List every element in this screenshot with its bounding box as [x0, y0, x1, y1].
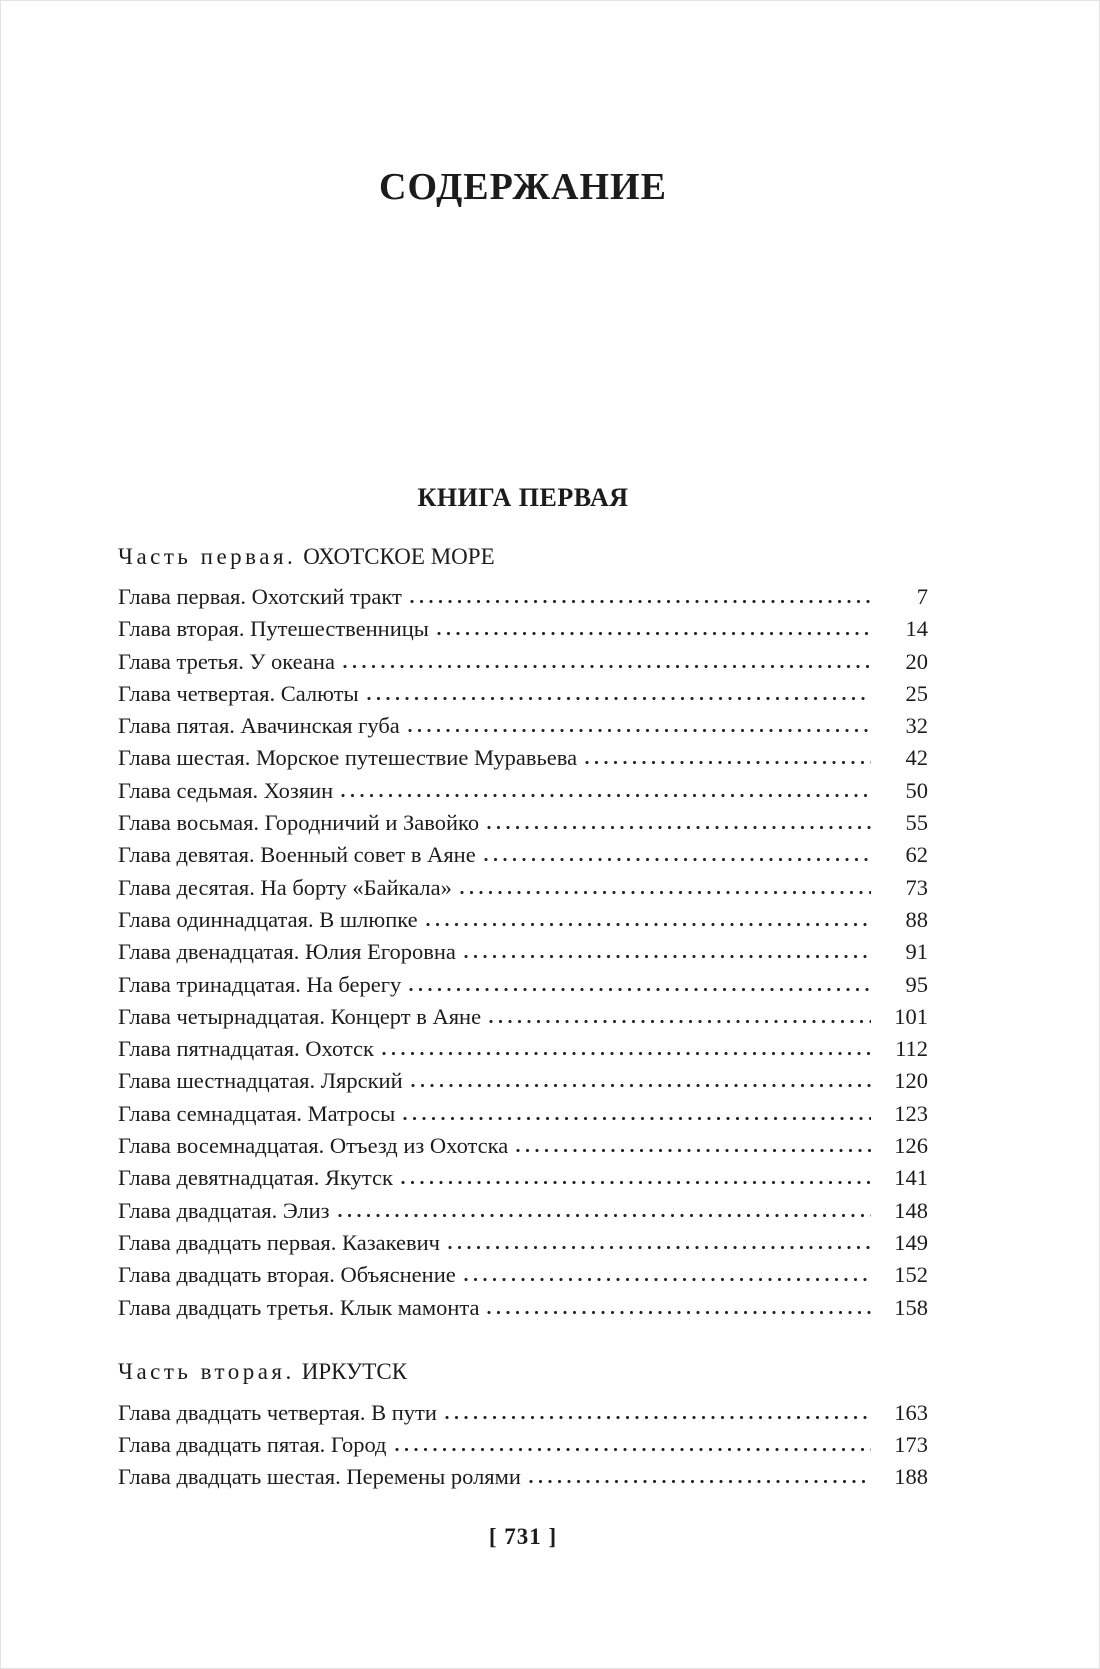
- toc-entry-title: Глава двадцать третья. Клык мамонта: [118, 1294, 480, 1320]
- toc-entry-page: 141: [894, 1165, 928, 1191]
- dot-leader: [338, 1213, 871, 1218]
- toc-entry-title: Глава четвертая. Салюты: [118, 680, 359, 706]
- toc-entry-row: [118, 678, 928, 710]
- toc-entry-row: [118, 1227, 928, 1259]
- part-heading: [118, 541, 928, 573]
- toc-section: [118, 541, 928, 1324]
- toc-entry-row: [118, 1098, 928, 1130]
- book-heading: КНИГА ПЕРВАЯ: [417, 483, 629, 512]
- dot-leader: [516, 1148, 871, 1153]
- toc-entry-page: 62: [905, 842, 928, 868]
- toc-entry-title: Глава первая. Охотский тракт: [118, 584, 402, 609]
- dot-leader: [489, 1019, 871, 1024]
- toc-entry-page: 120: [894, 1068, 928, 1094]
- page-title: СОДЕРЖАНИЕ: [379, 166, 667, 208]
- dot-leader: [445, 1415, 871, 1420]
- dot-leader: [448, 1245, 871, 1250]
- toc-entry-row: [118, 613, 928, 645]
- dot-leader: [410, 599, 871, 604]
- part-heading: [118, 1356, 928, 1388]
- toc-entry-page: 88: [905, 906, 928, 932]
- toc-entry-page: 101: [894, 1003, 928, 1029]
- page-number-footer: [ 731 ]: [488, 1524, 558, 1549]
- toc-entry-row: [118, 1195, 928, 1227]
- toc-entry-title: Глава двадцать первая. Казакевич: [118, 1229, 440, 1255]
- toc-entry-row: [118, 839, 928, 871]
- toc-entry-page: 42: [905, 745, 928, 771]
- toc-entry-title: Глава двенадцатая. Юлия Егоровна: [118, 939, 456, 965]
- toc-entry-row: [118, 710, 928, 742]
- toc-entry-title: Глава двадцать шестая. Перемены ролями: [118, 1464, 521, 1490]
- toc-entry-page: 188: [894, 1464, 928, 1490]
- toc-entry-title: Глава восьмая. Городничий и Завойко: [118, 810, 480, 836]
- toc-entry-title: Глава девятая. Военный совет в Аяне: [118, 842, 476, 868]
- dot-leader: [395, 1447, 871, 1452]
- toc-entry-row: [118, 1130, 928, 1162]
- dot-leader: [585, 760, 871, 765]
- toc-entry-page: 20: [905, 648, 928, 674]
- toc-entry-row: [118, 969, 928, 1001]
- toc-entry-page: 126: [894, 1133, 928, 1159]
- dot-leader: [487, 1310, 871, 1315]
- toc-entry-title: Глава пятнадцатая. Охотск: [118, 1036, 374, 1062]
- toc-entry-page: 173: [894, 1432, 928, 1458]
- dot-leader: [426, 922, 871, 927]
- toc-entry-row: [118, 1259, 928, 1291]
- toc-entry-title: Глава пятая. Авачинская губа: [118, 713, 400, 739]
- toc-entry-title: Глава восемнадцатая. Отъезд из Охотска: [118, 1133, 509, 1159]
- toc-entry-page: 148: [894, 1197, 928, 1223]
- toc-entry-row: [118, 1033, 928, 1065]
- dot-leader: [341, 793, 871, 798]
- dot-leader: [484, 857, 871, 862]
- toc-entry-page: 123: [894, 1100, 928, 1126]
- toc-entry-page: 149: [894, 1229, 928, 1255]
- toc-entry-row: [118, 1065, 928, 1097]
- toc-entry-page: 25: [905, 680, 928, 706]
- toc-entry-page: 112: [895, 1036, 928, 1062]
- toc-entry-row: [118, 1292, 928, 1324]
- toc-entry-page: 7: [916, 584, 928, 609]
- dot-leader: [437, 631, 871, 636]
- dot-leader: [367, 696, 871, 701]
- toc-entry-page: 50: [905, 777, 928, 803]
- dot-leader: [401, 1180, 871, 1185]
- toc-entry-page: 73: [905, 874, 928, 900]
- toc-entry-row: [118, 742, 928, 774]
- toc-entry-title: Глава двадцать четвертая. В пути: [118, 1399, 437, 1425]
- toc-entry-page: 152: [894, 1262, 928, 1288]
- toc-entry-title: Глава двадцать пятая. Город: [118, 1432, 387, 1458]
- toc-entry-row: [118, 1461, 928, 1493]
- toc-entry-title: Глава двадцать вторая. Объяснение: [118, 1262, 456, 1288]
- toc-entry-title: Глава девятнадцатая. Якутск: [118, 1165, 393, 1191]
- dot-leader: [408, 728, 871, 733]
- dot-leader: [411, 1083, 871, 1088]
- part-title: ОХОТСКОЕ МОРЕ: [303, 544, 495, 569]
- toc-entry-row: [118, 904, 928, 936]
- toc-entry-row: [118, 1001, 928, 1033]
- toc-entry-page: 55: [905, 810, 928, 836]
- toc-entry-title: Глава третья. У океана: [118, 648, 335, 674]
- toc-entry-row: [118, 936, 928, 968]
- toc-entry-title: Глава тринадцатая. На берегу: [118, 971, 402, 997]
- toc-entry-page: 91: [905, 939, 928, 965]
- toc-entry-title: Глава шестая. Морское путешествие Муравьева: [118, 745, 578, 771]
- dot-leader: [382, 1051, 871, 1056]
- toc-entry-row: [118, 1397, 928, 1429]
- dot-leader: [343, 664, 871, 669]
- toc-entry-page: 32: [905, 713, 928, 739]
- toc-entry-row: [118, 775, 928, 807]
- toc-entry-page: 95: [905, 971, 928, 997]
- toc-entry-row: [118, 807, 928, 839]
- toc-entry-title: Глава четырнадцатая. Концерт в Аяне: [118, 1003, 482, 1029]
- toc-entry-page: 158: [894, 1294, 928, 1320]
- toc-entry-page: 163: [894, 1399, 928, 1425]
- part-title: ИРКУТСК: [301, 1358, 408, 1384]
- toc-entry-title: Глава десятая. На борту «Байкала»: [118, 874, 452, 900]
- table-of-contents: [118, 541, 928, 1494]
- dot-leader: [403, 1116, 871, 1121]
- toc-entry-title: Глава двадцатая. Элиз: [118, 1197, 330, 1223]
- dot-leader: [464, 1277, 871, 1282]
- part-label: Часть вторая.: [118, 1358, 295, 1384]
- toc-entry-row: [118, 1162, 928, 1194]
- toc-entry-page: 14: [905, 616, 928, 642]
- dot-leader: [460, 890, 871, 895]
- toc-entries: [118, 581, 928, 1324]
- dot-leader: [529, 1479, 871, 1484]
- part-label: Часть первая.: [118, 544, 297, 569]
- toc-entry-row: [118, 1429, 928, 1461]
- toc-entry-title: Глава одиннадцатая. В шлюпке: [118, 906, 418, 932]
- toc-entry-title: Глава семнадцатая. Матросы: [118, 1100, 396, 1126]
- dot-leader: [464, 954, 871, 959]
- dot-leader: [487, 825, 871, 830]
- toc-entry-row: [118, 872, 928, 904]
- dot-leader: [409, 987, 871, 992]
- toc-entry-title: Глава седьмая. Хозяин: [118, 777, 334, 803]
- toc-entry-row: [118, 581, 928, 613]
- toc-entries: [118, 1397, 928, 1494]
- toc-entry-title: Глава шестнадцатая. Лярский: [118, 1068, 403, 1094]
- toc-section: [118, 1356, 928, 1494]
- toc-entry-title: Глава вторая. Путешественницы: [118, 616, 429, 642]
- toc-entry-row: [118, 646, 928, 678]
